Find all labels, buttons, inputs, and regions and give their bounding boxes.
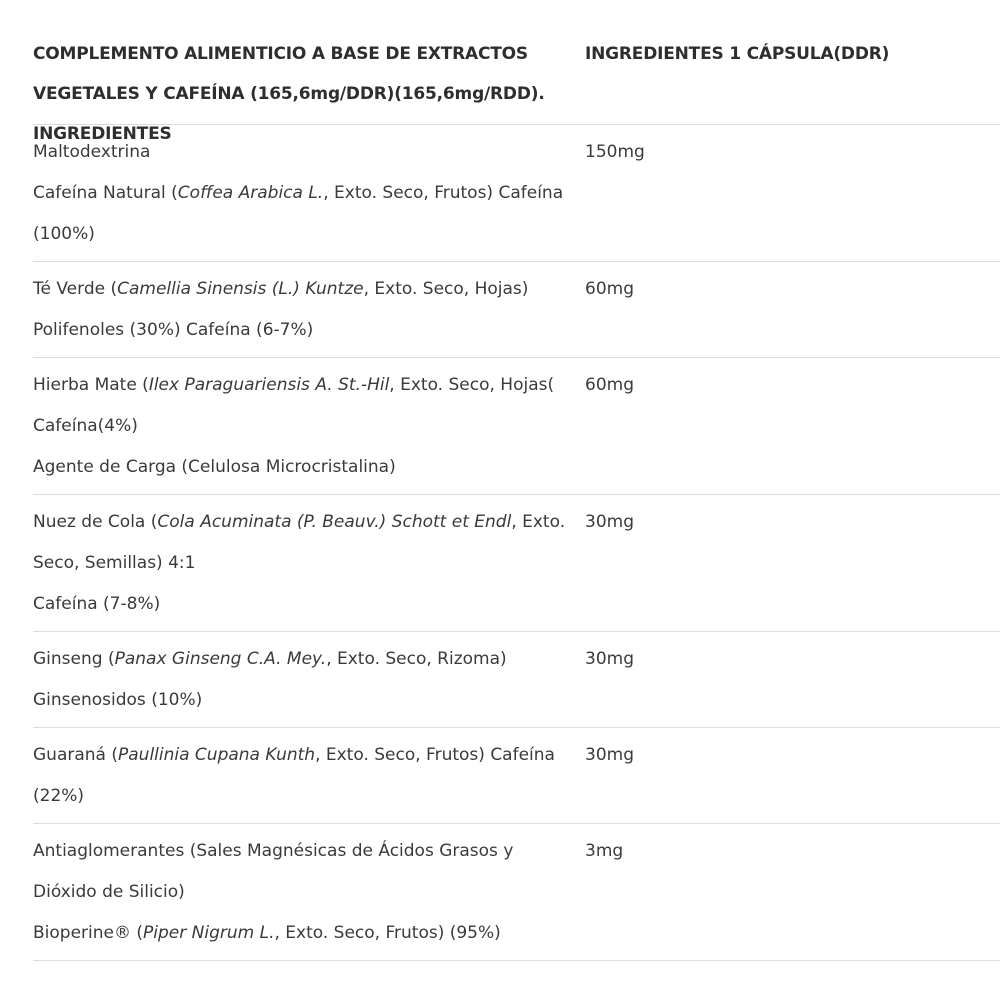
ingredient-cell bbox=[33, 132, 585, 261]
ingredient-line: Cafeína Natural (Coffea Arabica L., Exto. Seco, Frutos) Cafeína bbox=[33, 183, 564, 203]
ingredient-line: Agente de Carga (Celulosa Microcristalina) bbox=[33, 457, 396, 477]
ingredient-cell bbox=[33, 269, 585, 357]
ingredient-line: Antiaglomerantes (Sales Magnésicas de Ácidos Grasos y bbox=[33, 841, 514, 861]
dose-cell: 30mg bbox=[585, 512, 634, 532]
table-body bbox=[33, 125, 1000, 961]
ingredient-line: Té Verde (Camellia Sinensis (L.) Kuntze, Exto. Seco, Hojas) bbox=[33, 279, 529, 299]
dose-cell: 150mg bbox=[585, 142, 645, 162]
ingredient-cell bbox=[33, 735, 585, 823]
table-row bbox=[33, 262, 1000, 358]
dose-cell: 3mg bbox=[585, 841, 624, 861]
header-title-line: VEGETALES Y CAFEÍNA (165,6mg/DDR)(165,6mg/RDD). bbox=[33, 84, 545, 104]
scientific-name: Camellia Sinensis (L.) Kuntze bbox=[117, 279, 364, 299]
ingredient-cell bbox=[33, 365, 585, 494]
header-title-line: INGREDIENTES bbox=[33, 124, 172, 144]
ingredient-cell bbox=[33, 502, 585, 631]
scientific-name: Piper Nigrum L. bbox=[143, 923, 275, 943]
ingredient-line: Ginsenosidos (10%) bbox=[33, 690, 203, 710]
ingredient-line: Ginseng (Panax Ginseng C.A. Mey., Exto. Seco, Rizoma) bbox=[33, 649, 507, 669]
table-row bbox=[33, 728, 1000, 824]
dose-cell: 30mg bbox=[585, 649, 634, 669]
scientific-name: Coffea Arabica L. bbox=[177, 183, 324, 203]
scientific-name: Ilex Paraguariensis A. St.-Hil bbox=[148, 375, 390, 395]
ingredient-line: (22%) bbox=[33, 786, 85, 806]
ingredient-line: Seco, Semillas) 4:1 bbox=[33, 553, 196, 573]
table-header bbox=[33, 0, 1000, 144]
table-row bbox=[33, 495, 1000, 632]
dose-cell: 60mg bbox=[585, 279, 634, 299]
ingredient-line: (100%) bbox=[33, 224, 95, 244]
ingredient-line: Cafeína (7-8%) bbox=[33, 594, 161, 614]
scientific-name: Paullinia Cupana Kunth bbox=[118, 745, 316, 765]
header-title-line: COMPLEMENTO ALIMENTICIO A BASE DE EXTRACTOS bbox=[33, 44, 528, 64]
header-dose: INGREDIENTES 1 CÁPSULA(DDR) bbox=[585, 44, 890, 64]
ingredient-line: Hierba Mate (Ilex Paraguariensis A. St.-Hil, Exto. Seco, Hojas( bbox=[33, 375, 555, 395]
header-title bbox=[33, 34, 585, 144]
table-row bbox=[33, 824, 1000, 961]
ingredient-cell bbox=[33, 831, 585, 960]
table-row bbox=[33, 125, 1000, 262]
ingredient-line: Guaraná (Paullinia Cupana Kunth, Exto. Seco, Frutos) Cafeína bbox=[33, 745, 555, 765]
ingredient-line: Maltodextrina bbox=[33, 142, 151, 162]
dose-cell: 30mg bbox=[585, 745, 634, 765]
table-row bbox=[33, 358, 1000, 495]
ingredient-cell bbox=[33, 639, 585, 727]
scientific-name: Panax Ginseng C.A. Mey. bbox=[114, 649, 327, 669]
ingredient-line: Nuez de Cola (Cola Acuminata (P. Beauv.) Schott et Endl, Exto. bbox=[33, 512, 566, 532]
dose-cell: 60mg bbox=[585, 375, 634, 395]
ingredient-line: Bioperine® (Piper Nigrum L., Exto. Seco, Frutos) (95%) bbox=[33, 923, 501, 943]
ingredient-line: Polifenoles (30%) Cafeína (6-7%) bbox=[33, 320, 314, 340]
scientific-name: Cola Acuminata (P. Beauv.) Schott et Endl bbox=[157, 512, 512, 532]
table-row bbox=[33, 632, 1000, 728]
ingredient-line: Dióxido de Silicio) bbox=[33, 882, 185, 902]
ingredient-line: Cafeína(4%) bbox=[33, 416, 138, 436]
ingredients-table bbox=[33, 0, 1000, 961]
